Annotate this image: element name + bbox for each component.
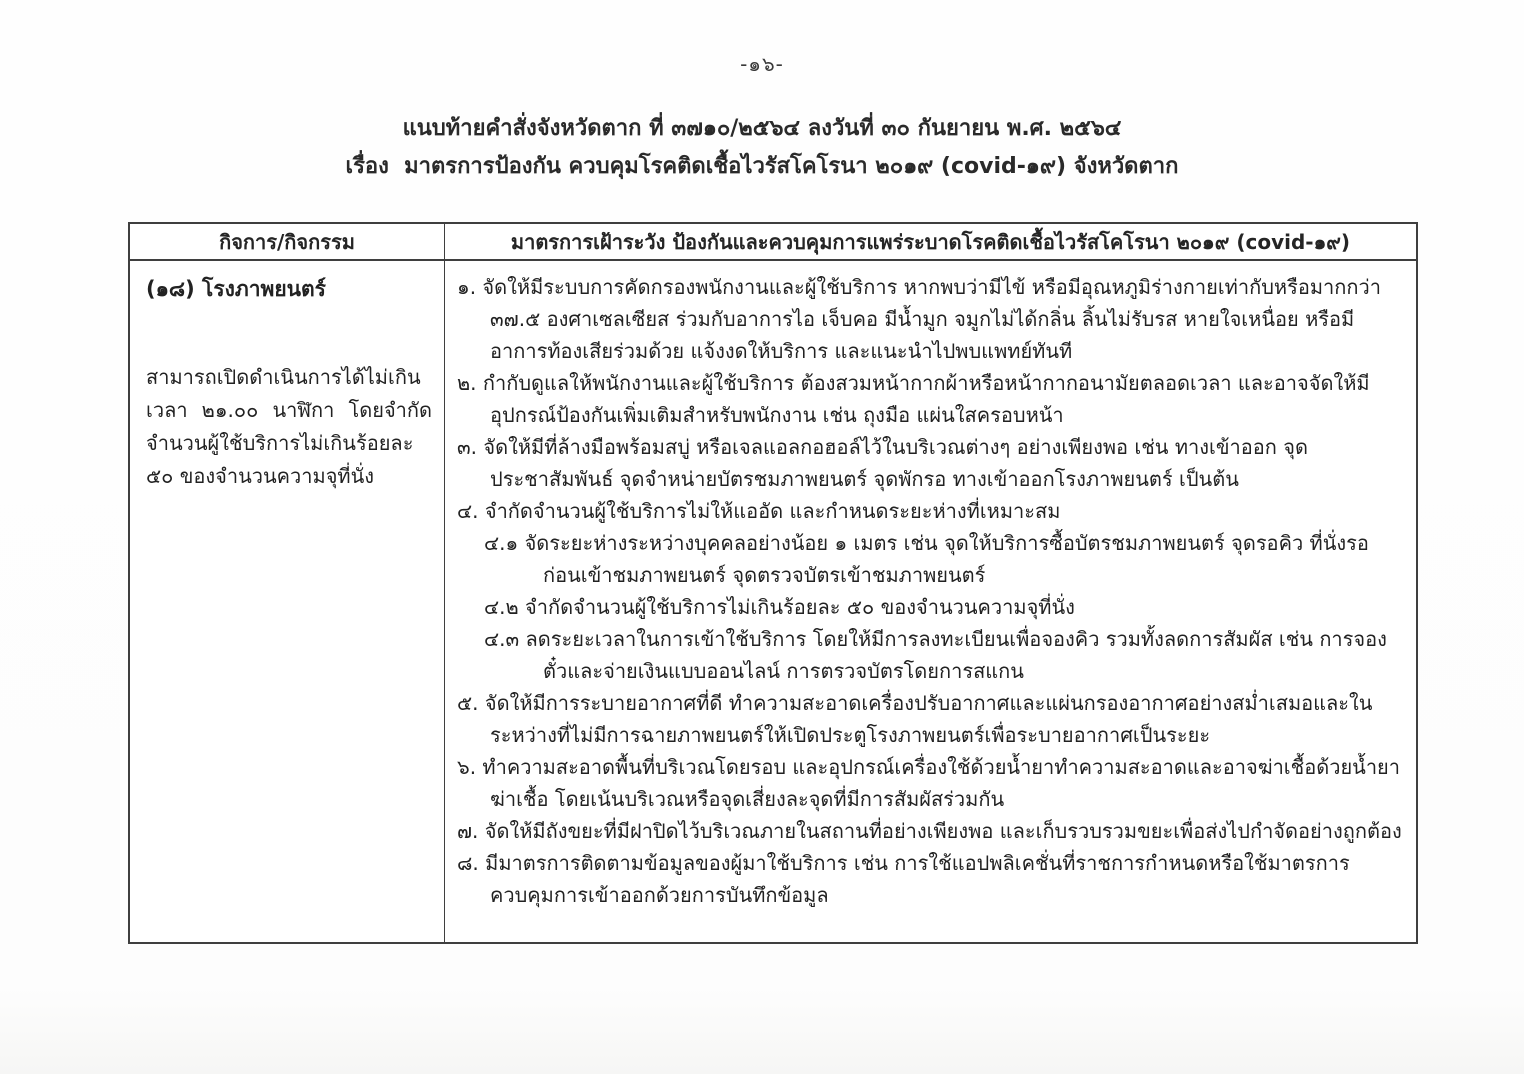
measure-item-5 (457, 687, 1402, 751)
measure-text: จัดให้มีระบบการคัดกรองพนักงานและผู้ใช้บริการ หากพบว่ามีไข้ หรือมีอุณหภูมิร่างกายเท่ากับหรือมากกว่า ๓๗.๕ องศาเซลเซียส ร่วมกับอาการไอ เจ็บคอ มีน้ำมูก จมูกไม่ได้กลิ่น ลิ้นไม่รับรส หายใจเหนื่อย หรือมีอาการท้องเสียร่วมด้วย แจ้งงดให้บริการ และแนะนำไปพบแพทย์ทันที (482, 275, 1381, 363)
measure-number: ๔. (457, 499, 479, 523)
table-header-measures: มาตรการเฝ้าระวัง ป้องกันและควบคุมการแพร่ระบาดโรคติดเชื้อไวรัสโคโรนา ๒๐๑๙ (covid-๑๙) (445, 224, 1416, 261)
measure-text: จัดให้มีถังขยะที่มีฝาปิดไว้บริเวณภายในสถานที่อย่างเพียงพอ และเก็บรวบรวมขยะเพื่อส่งไปกำจัดอย่างถูกต้อง (484, 819, 1402, 843)
measure-item-4 (457, 495, 1402, 527)
measure-number: ๔.๑ (484, 531, 519, 555)
measure-item-6 (457, 751, 1402, 815)
measure-text: มีมาตรการติดตามข้อมูลของผู้มาใช้บริการ เช่น การใช้แอปพลิเคชั่นที่ราชการกำหนดหรือใช้มาตรการควบคุมการเข้าออกด้วยการบันทึกข้อมูล (485, 851, 1350, 907)
measures-cell (445, 261, 1416, 942)
measure-number: ๔.๓ (484, 627, 520, 651)
document-title-line1: แนบท้ายคำสั่งจังหวัดตาก ที่ ๓๗๑๐/๒๕๖๔ ลงวันที่ ๓๐ กันยายน พ.ศ. ๒๕๖๔ (402, 116, 1122, 141)
measure-number: ๘. (457, 851, 479, 875)
measure-item-7 (457, 815, 1402, 847)
measure-text: ทำความสะอาดพื้นที่บริเวณโดยรอบ และอุปกรณ์เครื่องใช้ด้วยน้ำยาทำความสะอาดและอาจฆ่าเชื้อด้วยน้ำยาฆ่าเชื้อ โดยเน้นบริเวณหรือจุดเสี่ยงละจุดที่มีการสัมผัสร่วมกัน (482, 755, 1401, 811)
measure-number: ๖. (457, 755, 477, 779)
document-title-line2: เรื่อง มาตรการป้องกัน ควบคุมโรคติดเชื้อไวรัสโคโรนา ๒๐๑๙ (covid-๑๙) จังหวัดตาก (345, 154, 1179, 179)
measure-text: จำกัดจำนวนผู้ใช้บริการไม่เกินร้อยละ ๕๐ ของจำนวนความจุที่นั่ง (525, 595, 1075, 619)
measures-table (128, 222, 1418, 944)
measure-item-1 (457, 271, 1402, 367)
measure-text: จัดระยะห่างระหว่างบุคคลอย่างน้อย ๑ เมตร เช่น จุดให้บริการซื้อบัตรชมภาพยนตร์ จุดรอคิว ที่นั่งรอก่อนเข้าชมภาพยนตร์ จุดตรวจบัตรเข้าชมภาพยนตร์ (524, 531, 1369, 587)
measure-item-3 (457, 431, 1402, 495)
measure-text: จำกัดจำนวนผู้ใช้บริการไม่ให้แออัด และกำหนดระยะห่างที่เหมาะสม (484, 499, 1061, 523)
measure-number: ๑. (457, 275, 477, 299)
measure-item-4-3 (457, 623, 1402, 687)
measure-number: ๔.๒ (484, 595, 519, 619)
measure-number: ๕. (457, 691, 479, 715)
activity-title: (๑๘) โรงภาพยนตร์ (146, 277, 326, 301)
measure-text: จัดให้มีที่ล้างมือพร้อมสบู่ หรือเจลแอลกอฮอล์ไว้ในบริเวณต่างๆ อย่างเพียงพอ เช่น ทางเข้าออก จุดประชาสัมพันธ์ จุดจำหน่ายบัตรชมภาพยนตร์ จุดพักรอ ทางเข้าออกโรงภาพยนตร์ เป็นต้น (483, 435, 1308, 491)
activity-description: สามารถเปิดดำเนินการได้ไม่เกินเวลา ๒๑.๐๐ นาฬิกา โดยจำกัดจำนวนผู้ใช้บริการไม่เกินร้อยละ ๕๐ ของจำนวนความจุที่นั่ง (146, 365, 432, 488)
measure-text: กำกับดูแลให้พนักงานและผู้ใช้บริการ ต้องสวมหน้ากากผ้าหรือหน้ากากอนามัยตลอดเวลา และอาจจัดให้มีอุปกรณ์ป้องกันเพิ่มเติมสำหรับพนักงาน เช่น ถุงมือ แผ่นใสครอบหน้า (482, 371, 1370, 427)
page-number: -๑๖- (740, 52, 784, 76)
table-header-activity: กิจการ/กิจกรรม (130, 224, 445, 261)
measure-item-8 (457, 847, 1402, 911)
measure-item-4-1 (457, 527, 1402, 591)
measure-number: ๒. (457, 371, 477, 395)
measure-text: ลดระยะเวลาในการเข้าใช้บริการ โดยให้มีการลงทะเบียนเพื่อจองคิว รวมทั้งลดการสัมผัส เช่น การจองตั๋วและจ่ายเงินแบบออนไลน์ การตรวจบัตรโดยการสแกน (525, 627, 1387, 683)
measure-number: ๗. (457, 819, 479, 843)
measure-item-2 (457, 367, 1402, 431)
measure-text: จัดให้มีการระบายอากาศที่ดี ทำความสะอาดเครื่องปรับอากาศและแผ่นกรองอากาศอย่างสม่ำเสมอและในระหว่างที่ไม่มีการฉายภาพยนตร์ให้เปิดประตูโรงภาพยนตร์เพื่อระบายอากาศเป็นระยะ (484, 691, 1373, 747)
activity-cell (130, 261, 445, 942)
measure-number: ๓. (457, 435, 478, 459)
measure-item-4-2 (457, 591, 1402, 623)
